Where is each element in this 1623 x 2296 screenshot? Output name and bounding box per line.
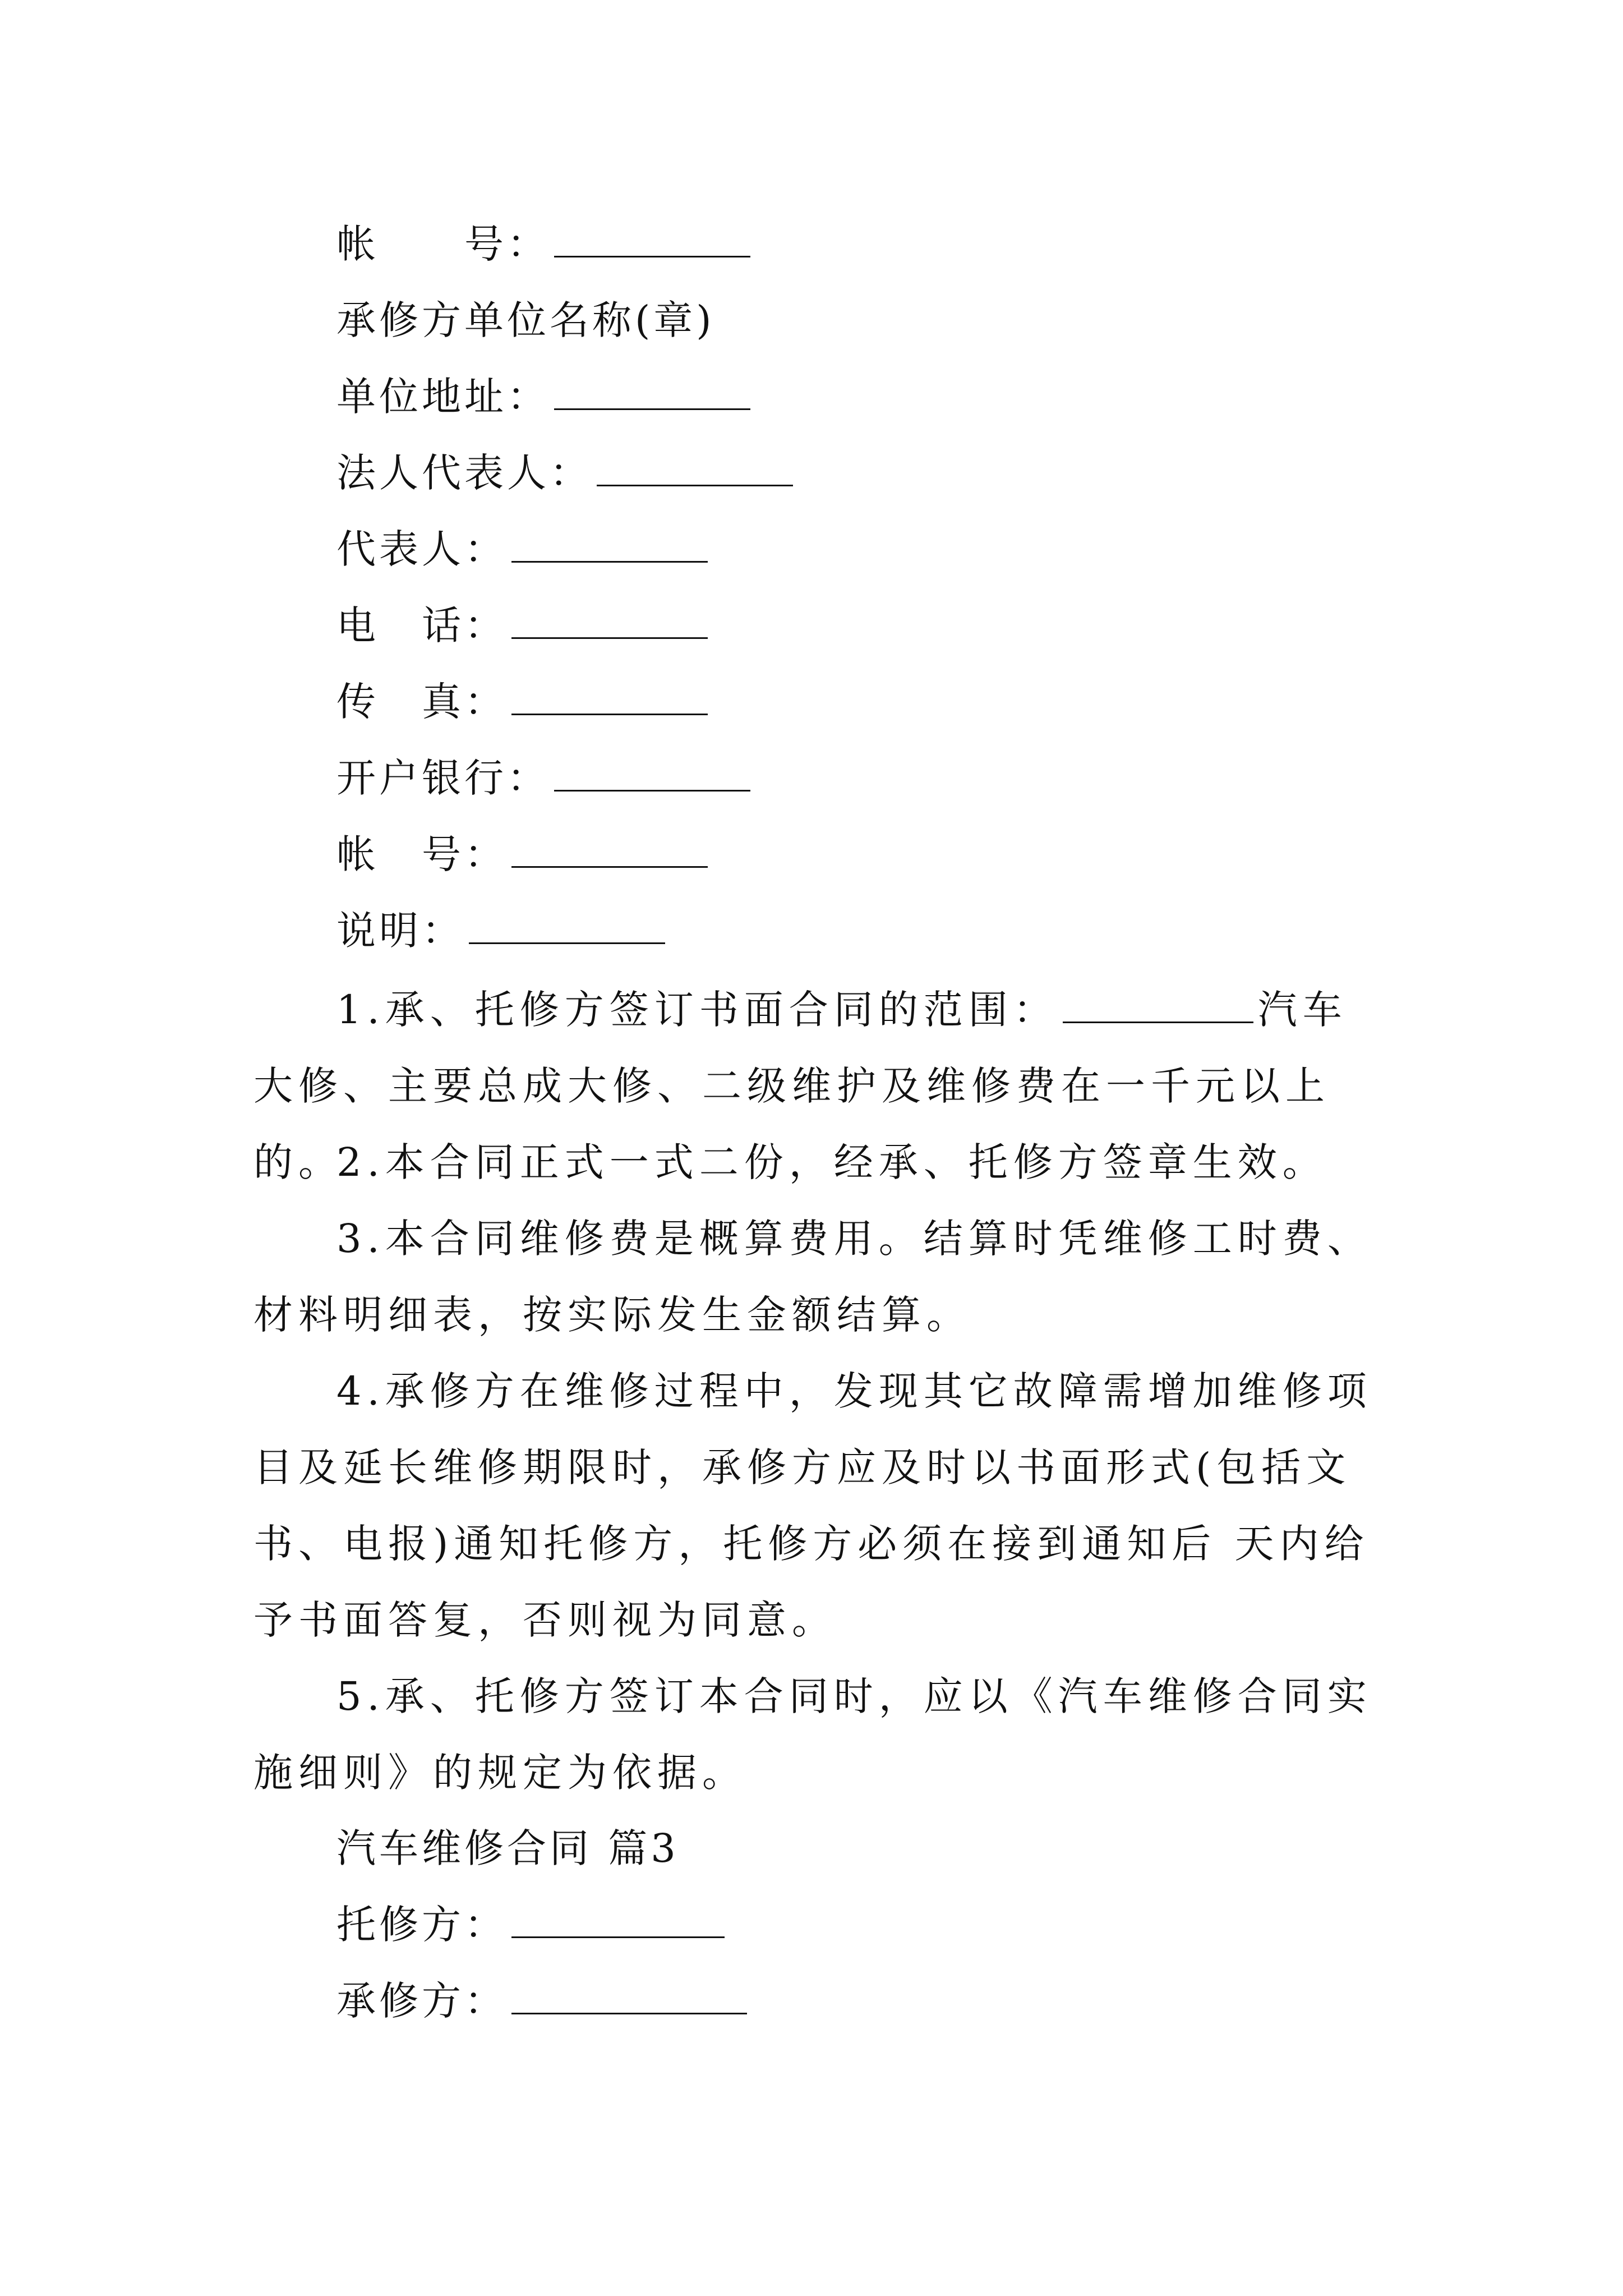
section-title-text: 汽车维修合同 篇3 [336, 1825, 679, 1871]
notes-field [336, 905, 665, 956]
phone-field [336, 600, 708, 651]
field-label: 说明： [336, 908, 464, 954]
clause-text: 4.承修方在维修过程中，发现其它故障需增加维修项目及延长维修期限时，承修方应及时以书面形式(包括文书、电报)通知托修方，托修方必须在接到通知后 天内给予书面答复，否则视为同意。 [253, 1368, 1372, 1643]
field-label: 承修方： [336, 1978, 507, 2024]
clause-text: 5.承、托修方签订本合同时，应以《汽车维修合同实施细则》的规定为依据。 [253, 1673, 1372, 1796]
fill-blank [469, 909, 665, 944]
field-label: 单位地址： [336, 374, 550, 420]
repair-party-field [336, 1976, 747, 2026]
field-label: 承修方单位名称(章) [336, 297, 715, 343]
clause-text: 2.本合同正式一式二份，经承、托修方签章生效。 [336, 1139, 1327, 1185]
fill-blank [554, 375, 750, 410]
fill-blank [511, 680, 708, 715]
fill-blank [511, 832, 708, 868]
contractor-unit-name-field [336, 295, 715, 346]
field-label: 帐 号： [336, 831, 507, 877]
legal-representative-field [336, 448, 793, 498]
clause-text: 1.承、托修方签订书面合同的范围： [336, 987, 1058, 1033]
field-label: 托修方： [336, 1902, 507, 1948]
field-label: 电 话： [336, 602, 507, 648]
clause-4 [253, 1353, 1375, 1658]
fill-blank [511, 527, 708, 563]
clause-2 [253, 1124, 1375, 1200]
fill-blank [1063, 988, 1253, 1023]
bank-field [336, 753, 750, 803]
representative-field [336, 524, 708, 574]
client-party-field [336, 1899, 725, 1950]
field-label: 代表人： [336, 526, 507, 572]
fill-blank [554, 222, 750, 257]
field-label: 法人代表人： [336, 450, 592, 496]
field-label: 开户银行： [336, 755, 550, 801]
clause-text: 汽车大修、主要总成大修、二级维护及维修费在一千元以上的。 [253, 987, 1348, 1185]
field-label: 帐 号： [336, 221, 550, 267]
section-title [336, 1823, 679, 1874]
fill-blank [511, 1979, 747, 2014]
fill-blank [511, 604, 708, 639]
fax-field [336, 677, 708, 727]
clause-3 [253, 1200, 1375, 1353]
fill-blank [554, 756, 750, 792]
fill-blank [511, 1903, 725, 1938]
account-number-field-2 [336, 829, 708, 880]
field-label: 传 真： [336, 679, 507, 725]
clause-text: 3.本合同维修费是概算费用。结算时凭维修工时费、材料明细表，按实际发生金额结算。 [253, 1216, 1372, 1338]
unit-address-field [336, 371, 750, 422]
fill-blank [597, 451, 793, 486]
account-number-field [336, 219, 750, 269]
clause-5 [253, 1658, 1375, 1811]
